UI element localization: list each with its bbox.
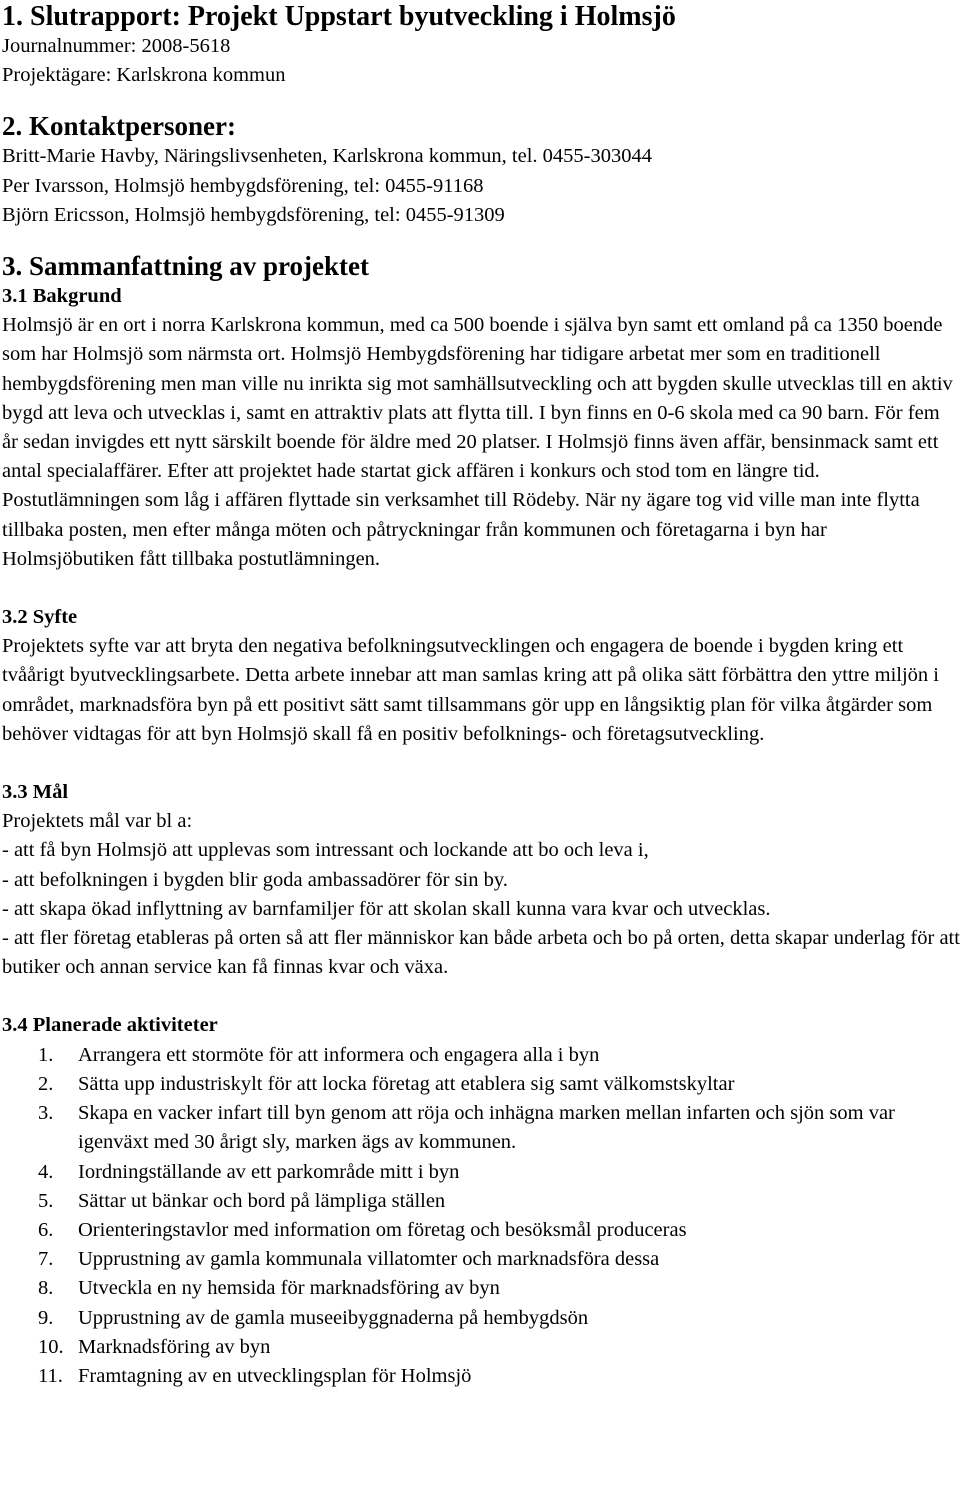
list-item bbox=[2, 1099, 960, 1157]
list-item bbox=[2, 1362, 960, 1391]
journal-number: Journalnummer: 2008-5618 bbox=[2, 35, 231, 57]
list-item bbox=[2, 1187, 960, 1216]
goal-item: - att få byn Holmsjö att upplevas som intressant och lockande att bo och leva i, bbox=[2, 839, 649, 862]
list-item-text: Sätta upp industriskylt för att locka företag att etablera sig samt välkomstskyltar bbox=[78, 1072, 735, 1095]
list-item-number: 3. bbox=[38, 1102, 54, 1125]
purpose-text: Projektets syfte var att bryta den negativa befolkningsutvecklingen och engagera de boende i bygden kring ett tvåårigt byutvecklingsarbete. Detta arbete innebar att man samlas kring att på olika sätt förbättra den yttre miljön i området, marknadsföra byn på ett positivt sätt samt tillsammans gör upp en långsiktig plan för vilka åtgärder som behöver vidtagas för att byn Holmsjö skall få en positiv befolknings- och företagsutveckling. bbox=[2, 635, 939, 745]
contact-person: Björn Ericsson, Holmsjö hembygdsförening, tel: 0455-91309 bbox=[2, 203, 505, 226]
list-item bbox=[2, 1333, 960, 1362]
list-item bbox=[2, 1304, 960, 1333]
list-item-text: Framtagning av en utvecklingsplan för Holmsjö bbox=[78, 1364, 472, 1387]
report-title: 1. Slutrapport: Projekt Uppstart byutveckling i Holmsjö bbox=[2, 1, 676, 32]
goal-item: - att fler företag etableras på orten så att fler människor kan både arbeta och bo på orten, detta skapar underlag för att butiker och annan service kan få finnas kvar och växa. bbox=[2, 927, 960, 979]
list-item-number: 2. bbox=[38, 1072, 54, 1095]
list-item-text: Skapa en vacker infart till byn genom att röja och inhägna marken mellan infarten och sjön som var igenväxt med 30 årigt sly, marken ägs av kommunen. bbox=[78, 1102, 895, 1154]
list-item-text: Upprustning av de gamla museeibyggnaderna på hembygdsön bbox=[78, 1306, 589, 1329]
activities-heading: 3.4 Planerade aktiviteter bbox=[2, 1014, 218, 1037]
list-item-text: Orienteringstavlor med information om företag och besöksmål produceras bbox=[78, 1218, 687, 1241]
list-item-number: 10. bbox=[38, 1335, 64, 1358]
list-item-text: Arrangera ett stormöte för att informera och engagera alla i byn bbox=[78, 1043, 600, 1066]
background-text: Holmsjö är en ort i norra Karlskrona kommun, med ca 500 boende i själva byn samt ett omland på ca 1350 boende som har Holmsjö som närmsta ort. Holmsjö Hembygdsförening har tidigare arbetat mer som en traditionell hembygdsförening men man ville nu inrikta sig mot samhällsutveckling och att bygden skulle utvecklas till en aktiv bygd att leva och utvecklas i, samt en attraktiv plats att flytta till. I byn finns en 0-6 skola med ca 90 barn. För fem år sedan invigdes ett nytt särskilt boende för äldre med 20 platser. I Holmsjö finns även affär, bensinmack samt ett antal specialaffärer. Efter att projektet hade startat gick affären i konkurs och stod tom en längre tid. Postutlämningen som låg i affären flyttade sin verksamhet till Rödeby. När ny ägare tog vid ville man inte flytta tillbaka posten, men efter många möten och påtryckningar från kommunen och företagarna i byn har Holmsjöbutiken fått tillbaka postutlämningen. bbox=[2, 314, 953, 570]
list-item-number: 11. bbox=[38, 1364, 63, 1387]
summary-heading: 3. Sammanfattning av projektet bbox=[2, 251, 369, 282]
background-heading: 3.1 Bakgrund bbox=[2, 285, 122, 308]
list-item-number: 7. bbox=[38, 1248, 54, 1271]
list-item-text: Sättar ut bänkar och bord på lämpliga ställen bbox=[78, 1189, 446, 1212]
list-item-text: Marknadsföring av byn bbox=[78, 1335, 271, 1358]
activities-list bbox=[2, 1041, 960, 1391]
list-item-number: 8. bbox=[38, 1277, 54, 1300]
list-item bbox=[2, 1041, 960, 1070]
list-item-number: 4. bbox=[38, 1160, 54, 1183]
list-item-number: 5. bbox=[38, 1189, 54, 1212]
list-item-text: Iordningställande av ett parkområde mitt i byn bbox=[78, 1160, 460, 1183]
goals-intro: Projektets mål var bl a: bbox=[2, 810, 193, 833]
project-owner: Projektägare: Karlskrona kommun bbox=[2, 64, 286, 87]
list-item-number: 1. bbox=[38, 1043, 54, 1066]
list-item bbox=[2, 1274, 960, 1303]
list-item bbox=[2, 1216, 960, 1245]
list-item-number: 9. bbox=[38, 1306, 54, 1329]
list-item bbox=[2, 1070, 960, 1099]
goals-heading: 3.3 Mål bbox=[2, 781, 69, 804]
goal-item: - att befolkningen i bygden blir goda ambassadörer för sin by. bbox=[2, 868, 508, 891]
list-item bbox=[2, 1158, 960, 1187]
list-item-number: 6. bbox=[38, 1218, 54, 1241]
purpose-heading: 3.2 Syfte bbox=[2, 606, 78, 629]
list-item-text: Upprustning av gamla kommunala villatomter och marknadsföra dessa bbox=[78, 1248, 660, 1271]
contact-person: Britt-Marie Havby, Näringslivsenheten, Karlskrona kommun, tel. 0455-303044 bbox=[2, 145, 652, 168]
list-item-text: Utveckla en ny hemsida för marknadsföring av byn bbox=[78, 1277, 500, 1300]
goal-item: - att skapa ökad inflyttning av barnfamiljer för att skolan skall kunna vara kvar och utvecklas. bbox=[2, 897, 771, 920]
list-item bbox=[2, 1245, 960, 1274]
contacts-heading: 2. Kontaktpersoner: bbox=[2, 111, 236, 142]
contact-person: Per Ivarsson, Holmsjö hembygdsförening, tel: 0455-91168 bbox=[2, 174, 484, 197]
